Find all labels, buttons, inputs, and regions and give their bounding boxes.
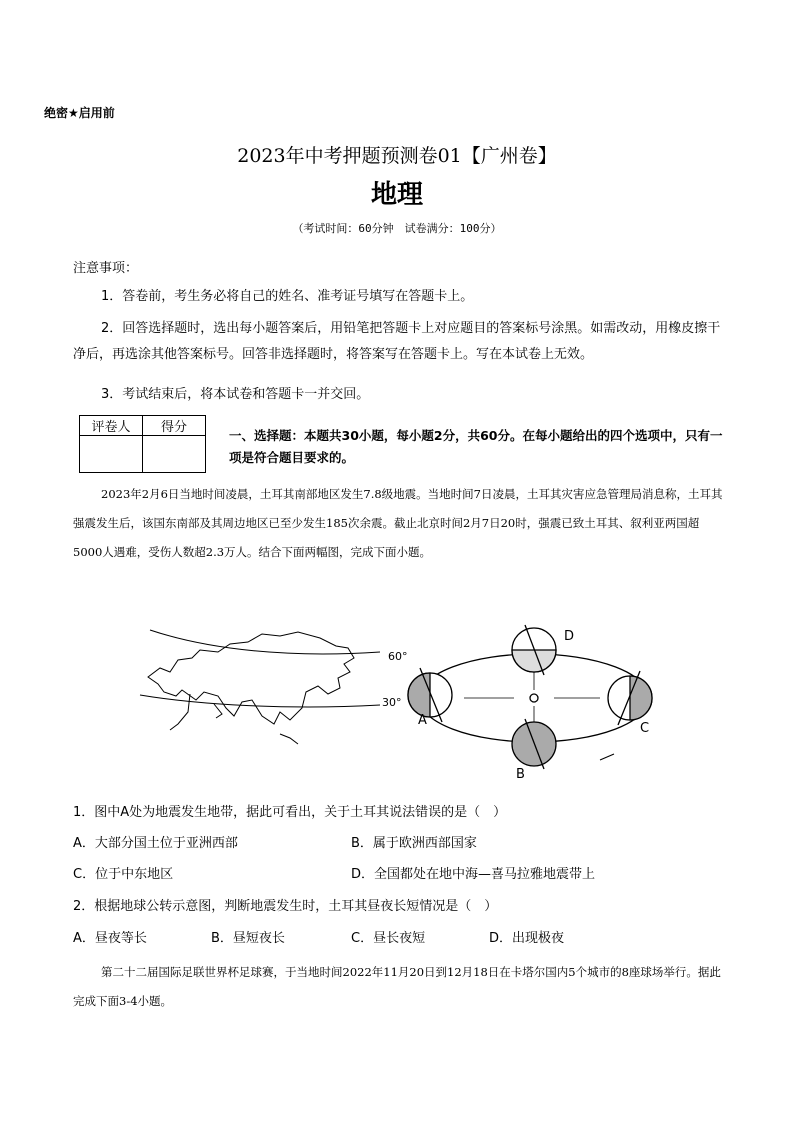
subject-title: 地理 — [370, 180, 423, 210]
orbit-diagram — [408, 625, 652, 769]
notice-item-1: 1．答卷前，考生务必将自己的姓名、准考证号填写在答题卡上。 — [101, 289, 474, 304]
question-2-option-d: D．出现极夜 — [489, 931, 565, 946]
score-label: 得分 — [143, 416, 206, 436]
eurasia-map — [140, 630, 380, 744]
notice-item-3: 3．考试结束后，将本试卷和答题卡一并交回。 — [101, 387, 370, 402]
latitude-60-line — [150, 630, 380, 654]
section-title: 一、选择题：本题共30小题，每小题2分，共60分。在每小题给出的四个选项中，只有一项是符合题目要求的。 — [229, 428, 723, 465]
question-1-option-a: A．大部分国土位于亚洲西部 — [73, 836, 238, 851]
passage-world-cup: 第二十二届国际足联世界杯足球赛，于当地时间2022年11月20日到12月18日在卡塔尔国内5个城市的8座球场举行。据此完成下面3-4小题。 — [73, 965, 721, 1008]
question-2-option-b: B．昼短夜长 — [211, 931, 285, 946]
continent-outline — [148, 632, 354, 724]
grader-cell — [80, 436, 143, 473]
notice-heading: 注意事项： — [73, 261, 139, 276]
exam-time-info: （考试时间：60分钟 试卷满分：100分） — [292, 222, 502, 235]
question-2-stem: 2．根据地球公转示意图，判断地震发生时，土耳其昼夜长短情况是（ ） — [73, 899, 498, 914]
arabia-edge — [214, 704, 222, 718]
exam-title: 2023年中考押题预测卷01【广州卷】 — [237, 145, 557, 167]
orbit-label-c: C — [640, 721, 650, 736]
confidential-label: 绝密★启用前 — [44, 106, 115, 120]
question-2-option-c: C．昼长夜短 — [351, 931, 426, 946]
latitude-30-line — [140, 695, 380, 707]
notice-item-2: 2．回答选择题时，选出每小题答案后，用铅笔把答题卡上对应题目的答案标号涂黑。如需改动，用橡皮擦干净后，再选涂其他答案标号。回答非选择题时，将答案写在答题卡上。写在本试卷上无效。 — [73, 321, 721, 362]
islands — [280, 734, 298, 744]
question-1-option-d: D．全国都处在地中海—喜马拉雅地震带上 — [351, 867, 596, 882]
earth-c-shade — [630, 676, 652, 720]
lat30-label: 30° — [382, 696, 402, 709]
figure-map-and-orbit — [130, 620, 670, 785]
score-box — [79, 415, 206, 473]
passage-earthquake: 2023年2月6日当地时间凌晨，土耳其南部地区发生7.8级地震。当地时间7日凌晨，土耳其灾害应急管理局消息称，土耳其强震发生后，该国东南部及其周边地区已至少发生185次余震。截止北京时间2月7日20时，强震已致土耳其、叙利亚两国超5000人遇难，受伤人数超2.3万人。结合下面两幅图，完成下面小题。 — [73, 487, 723, 559]
question-1-option-b: B．属于欧洲西部国家 — [351, 836, 477, 851]
question-2-option-a: A．昼夜等长 — [73, 931, 147, 946]
question-1-stem: 1．图中A处为地震发生地带，据此可看出，关于土耳其说法错误的是（ ） — [73, 805, 507, 820]
orbit-label-d: D — [564, 629, 575, 644]
sun-icon — [530, 694, 538, 702]
orbit-label-b: B — [516, 767, 525, 782]
question-1-option-c: C．位于中东地区 — [73, 867, 174, 882]
grader-label: 评卷人 — [80, 416, 143, 436]
orbit-label-a: A — [418, 713, 427, 728]
earth-a-shade — [408, 673, 430, 717]
lat60-label: 60° — [388, 650, 408, 663]
score-cell — [143, 436, 206, 473]
